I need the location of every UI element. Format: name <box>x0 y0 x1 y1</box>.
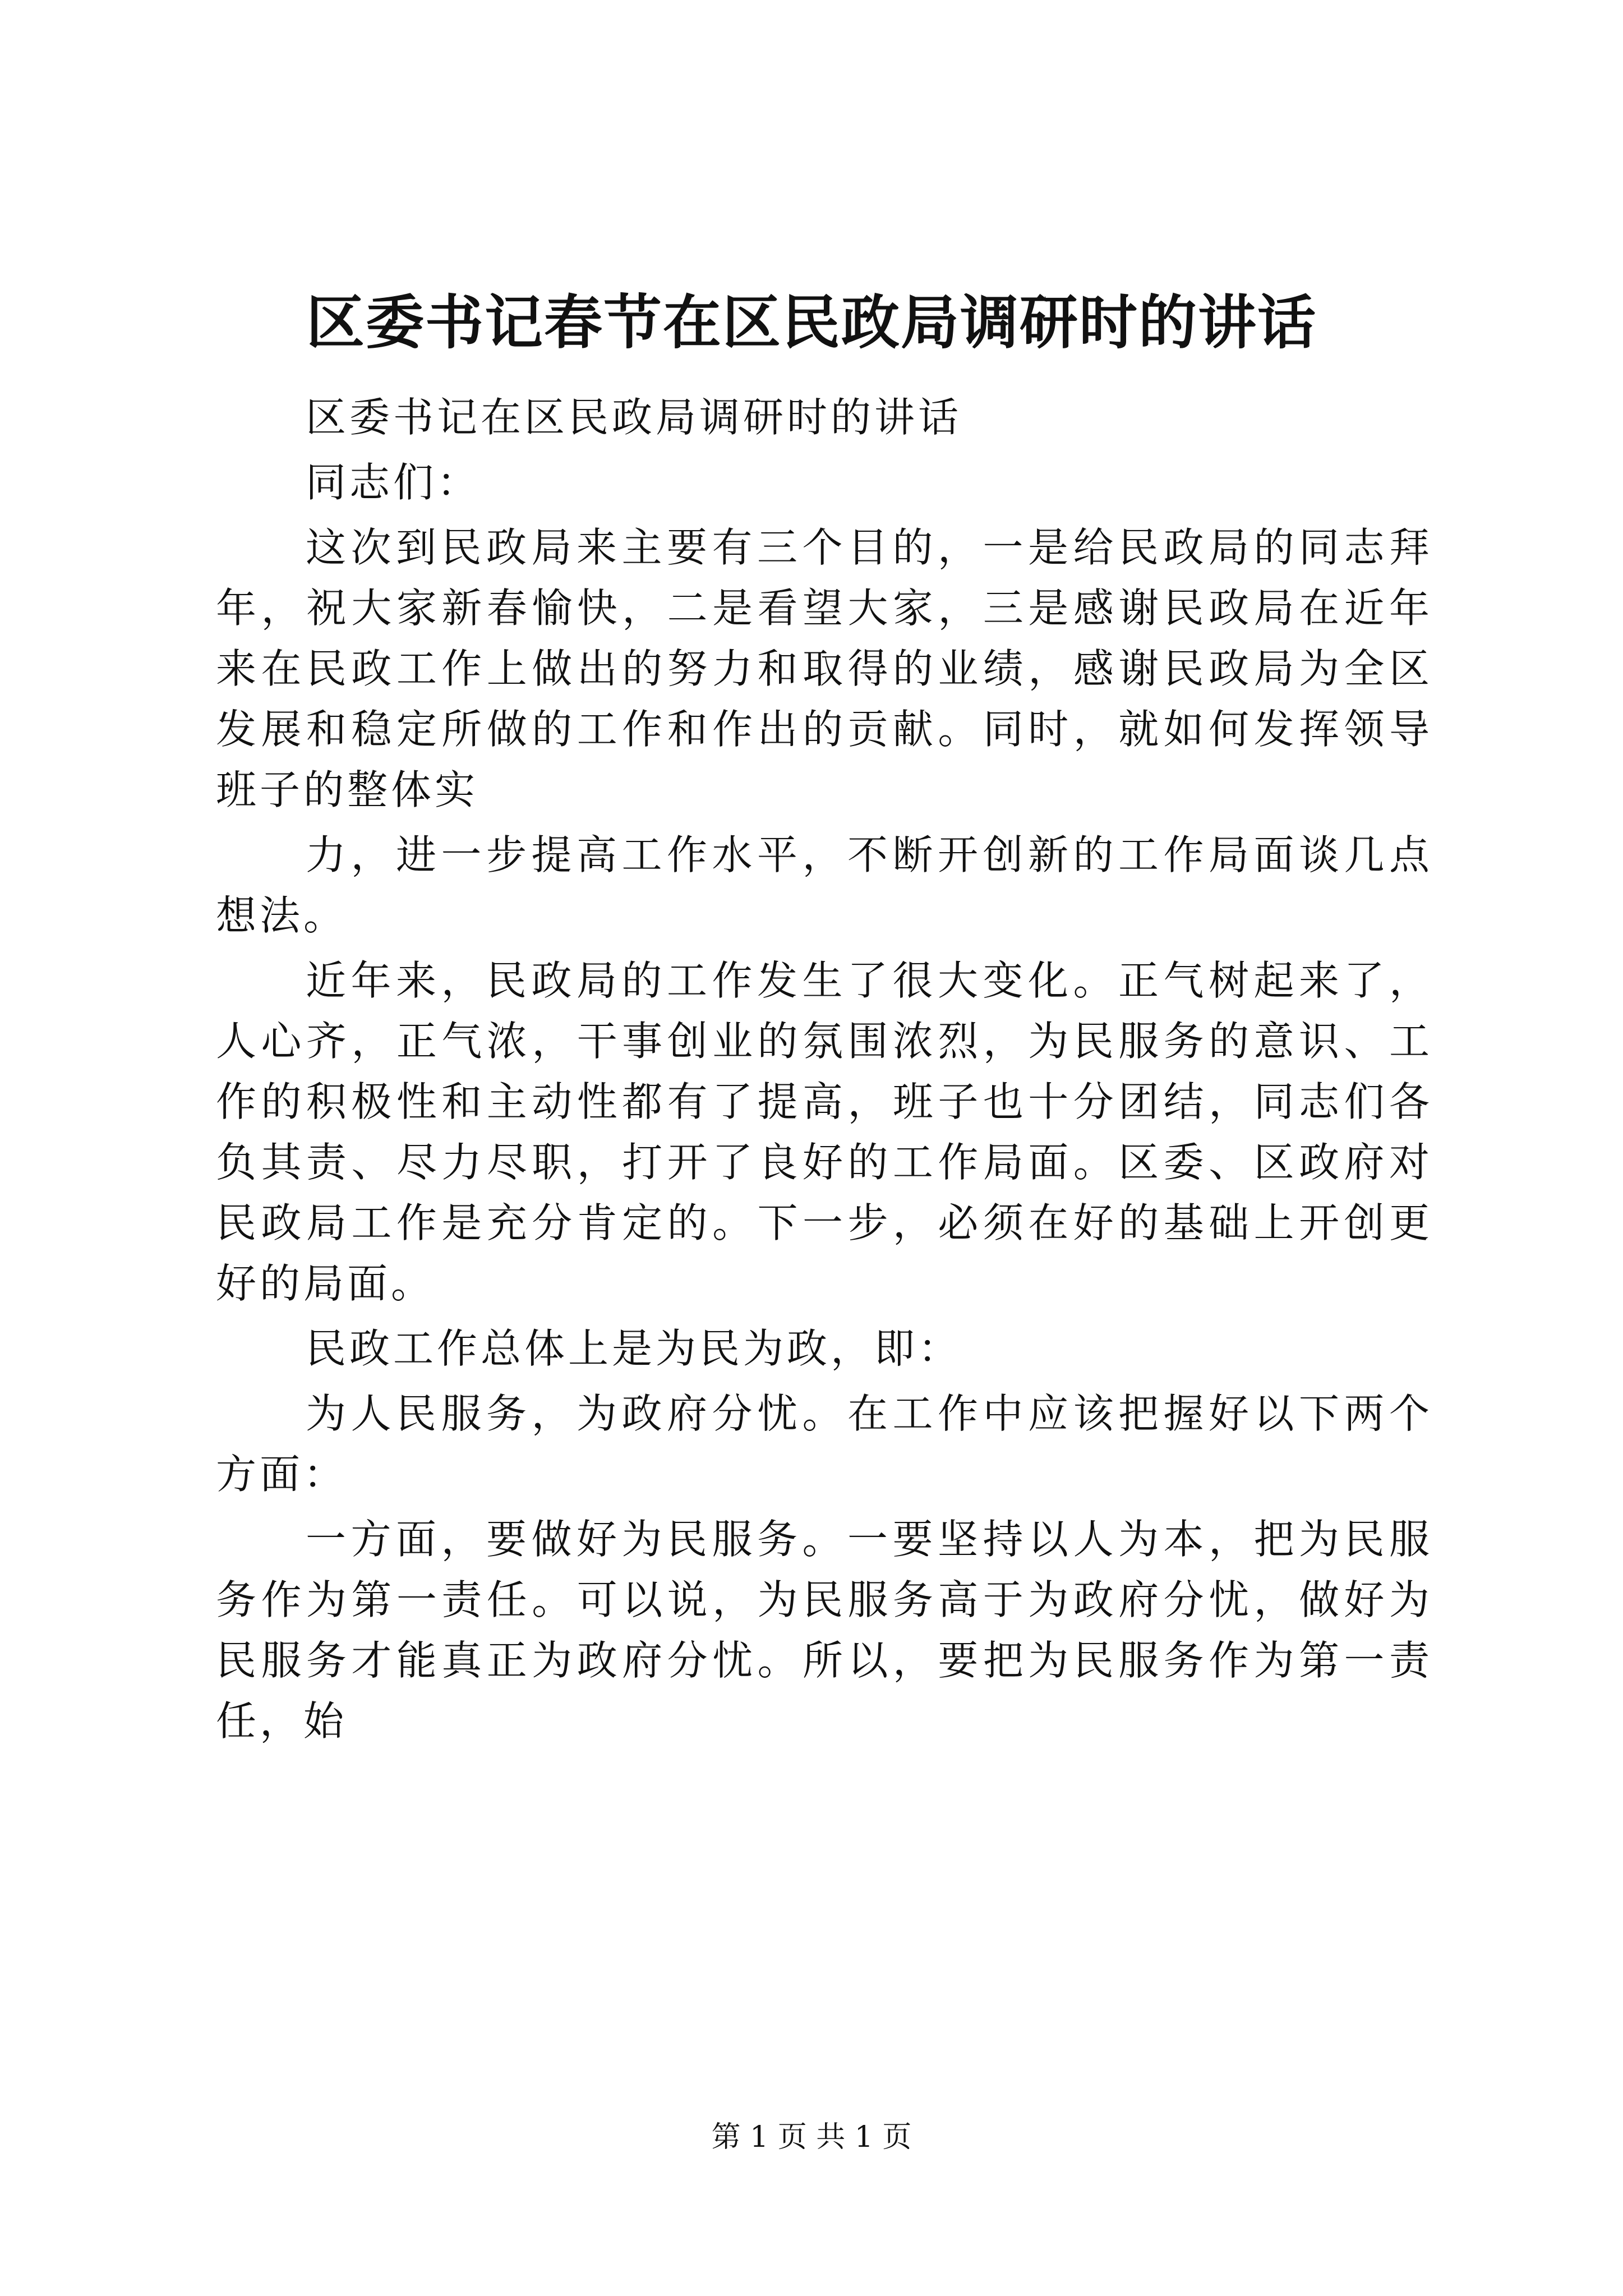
paragraph: 民政工作总体上是为民为政，即： <box>306 1325 962 1372</box>
document-body <box>216 387 1433 1756</box>
paragraph: 这次到民政局来主要有三个目的，一是给民政局的同志拜年，祝大家新春愉快，二是看望大家，三是感谢民政局在近年来在民政工作上做出的努力和取得的业绩，感谢民政局为全区发展和稳定所做的工作和作出的贡献。同时，就如何发挥领导班子的整体实 <box>216 524 1433 813</box>
paragraph-salutation: 同志们： <box>306 459 481 506</box>
paragraph: 力，进一步提高工作水平，不断开创新的工作局面谈几点想法。 <box>216 831 1433 939</box>
paragraph: 一方面，要做好为民服务。一要坚持以人为本，把为民服务作为第一责任。可以说，为民服务高于为政府分忧，做好为民服务才能真正为政府分忧。所以，要把为民服务作为第一责任，始 <box>216 1516 1433 1745</box>
paragraph: 为人民服务，为政府分忧。在工作中应该把握好以下两个方面： <box>216 1390 1433 1498</box>
page-footer: 第 1 页 共 1 页 <box>711 2120 912 2154</box>
paragraph-subtitle: 区委书记在区民政局调研时的讲话 <box>306 394 962 441</box>
paragraph: 近年来，民政局的工作发生了很大变化。正气树起来了，人心齐，正气浓，干事创业的氛围浓烈，为民服务的意识、工作的积极性和主动性都有了提高，班子也十分团结，同志们各负其责、尽力尽职，打开了良好的工作局面。区委、区政府对民政局工作是充分肯定的。下一步，必须在好的基础上开创更好的局面。 <box>216 957 1433 1307</box>
document-title: 区委书记春节在区民政局调研时的讲话 <box>306 288 1317 357</box>
